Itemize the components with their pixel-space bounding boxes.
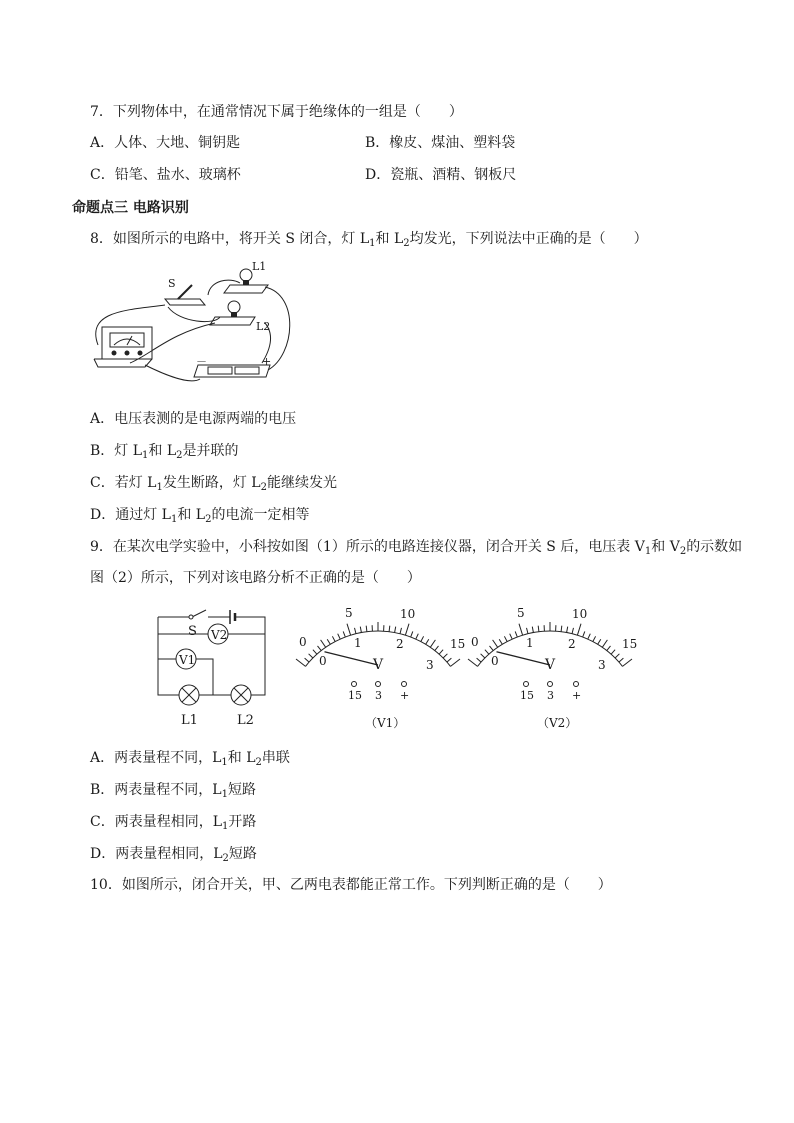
plus-sign: + [262,355,272,368]
q9-circuit-diagram [150,605,275,730]
q9-option-a: A．两表量程不同，$L_1$和 $L_2$串联 [90,750,290,768]
outer-label-10: 10 [572,607,588,621]
q7-option-c: C．铅笔、盐水、玻璃杯 [90,167,241,183]
meter-v1 [295,603,470,728]
meter-v2 [467,603,642,728]
outer-label-15: 15 [450,637,466,651]
q9-stem-line1: 9．在某次电学实验中，小科按如图（1）所示的电路连接仪器，闭合开关 S 后，电压表 $V_1$和 $V_2$的示数如 [90,539,743,557]
meter-tick [468,659,478,666]
meter-tick [510,634,513,639]
terminal-3: 3 [547,689,554,702]
meter-tick [389,626,390,632]
meter-tick [421,636,424,641]
meter-tick [588,634,591,639]
meter-tick [309,654,313,658]
terminal-3: 3 [375,689,382,702]
meter-needle [325,652,379,665]
cell-2 [235,367,259,374]
meter-tick [485,650,489,655]
unit-label: V [373,657,384,673]
q7-option-a: A．人体、大地、铜钥匙 [90,135,241,151]
inner-label-3: 3 [598,658,606,672]
meter-tick [305,658,310,662]
switch-label: S [168,277,176,290]
q8-option-b: B．灯 $L_1$和 $L_2$是并联的 [90,443,239,461]
meter-tick [499,639,502,644]
switch-lever [178,285,192,299]
meter-tick [327,639,330,644]
meter-tick [602,640,607,647]
lamp1-bulb [240,269,252,285]
meter-tick [439,650,443,655]
meter-tick [623,659,633,666]
v1-label: V1 [179,653,196,667]
voltmeter-terminal [138,351,143,356]
meter-tick [583,631,585,637]
outer-label-5: 5 [345,606,353,620]
l1-label: L1 [181,713,198,728]
inner-label-2: 2 [568,637,576,651]
meter-tick [400,628,402,634]
meter-tick [567,627,568,633]
q7-option-d: D．瓷瓶、酒精、钢板尺 [365,167,517,183]
inner-label-1: 1 [354,636,362,650]
meter-tick [366,626,367,632]
meter-tick [477,658,482,662]
meter-tick [598,639,601,644]
q9-stem-line2: 图（2）所示，下列对该电路分析不正确的是（ ） [90,570,421,586]
meter-tick [615,654,619,658]
inner-label-3: 3 [426,658,434,672]
meter-caption: （V2） [537,716,578,730]
terminal-15: 15 [520,689,534,702]
meter-tick [561,626,562,632]
meter-tick [405,624,409,636]
meter-tick [332,636,335,641]
meter-tick [347,624,351,636]
meter-tick [395,627,396,633]
meter-tick [360,627,361,633]
meter-tick [451,659,461,666]
outer-label-0: 0 [471,635,479,649]
meter-needle [497,652,551,665]
inner-label-0: 0 [319,654,327,668]
meter-tick [355,628,357,634]
switch-pivot [189,615,193,619]
lamp1-label: L1 [252,260,267,273]
outer-label-10: 10 [400,607,416,621]
outer-label-5: 5 [517,606,525,620]
switch-blade [192,610,206,617]
meter-tick [593,636,596,641]
q8-option-a: A．电压表测的是电源两端的电压 [90,411,297,427]
meter-tick [493,640,498,647]
terminal-plus: + [572,689,582,702]
q10-stem: 10．如图所示，闭合开关，甲、乙两电表都能正常工作。下列判断正确的是（ ） [90,877,612,893]
meter-tick [338,634,341,639]
meter-tick [607,646,611,651]
switch-base [165,299,205,305]
outer-label-15: 15 [622,637,638,651]
q8-circuit-figure [90,255,300,400]
meter-tick [619,658,624,662]
meter-tick [296,659,306,666]
q8-option-c: C．若灯 $L_1$发生断路，灯 $L_2$能继续发光 [90,475,337,493]
lamp2-label: L2 [256,320,271,333]
q7-stem: 7．下列物体中，在通常情况下属于绝缘体的一组是（ ） [90,104,463,120]
q9-option-d: D．两表量程相同，$L_2$短路 [90,846,257,864]
q7-option-b: B．橡皮、煤油、塑料袋 [365,135,516,151]
l2-label: L2 [237,713,254,728]
meter-tick [611,650,615,655]
meter-tick [426,639,429,644]
minus-sign: － [196,355,207,368]
meter-tick [519,624,523,636]
meter-tick [343,631,345,637]
unit-label: V [545,657,556,673]
q8-stem: 8．如图所示的电路中，将开关 S 闭合，灯 $L_1$和 $L_2$均发光，下列说法中正确的是（ ） [90,231,648,249]
meter-tick [430,640,435,647]
q9-option-b: B．两表量程不同，$L_1$短路 [90,782,256,800]
meter-tick [411,631,413,637]
meter-tick [321,640,326,647]
meter-tick [572,628,574,634]
outer-label-0: 0 [299,635,307,649]
meter-tick [481,654,485,658]
q9-switch-label: S [188,624,197,639]
meter-tick [490,646,494,651]
meter-tick [538,626,539,632]
meter-tick [318,646,322,651]
meter-tick [515,631,517,637]
inner-label-1: 1 [526,636,534,650]
meter-tick [435,646,439,651]
terminal-plus: + [400,689,410,702]
section-heading: 命题点三 电路识别 [72,200,189,216]
meter-tick [527,628,529,634]
meter-tick [416,634,419,639]
meter-tick [504,636,507,641]
meter-tick [577,624,581,636]
lamp2-board [210,317,255,325]
lamp1-board [224,285,268,293]
terminal-15: 15 [348,689,362,702]
lamp2-bulb [228,301,240,317]
v2-label: V2 [211,628,228,642]
voltmeter-terminal [125,351,130,356]
meter-tick [447,658,452,662]
q9-option-c: C．两表量程相同，$L_1$开路 [90,814,257,832]
cell-1 [208,367,232,374]
meter-caption: （V1） [365,716,406,730]
voltmeter-terminal [112,351,117,356]
inner-label-2: 2 [396,637,404,651]
inner-label-0: 0 [491,654,499,668]
q8-option-d: D．通过灯 $L_1$和 $L_2$的电流一定相等 [90,507,310,525]
meter-tick [313,650,317,655]
meter-tick [532,627,533,633]
meter-tick [443,654,447,658]
